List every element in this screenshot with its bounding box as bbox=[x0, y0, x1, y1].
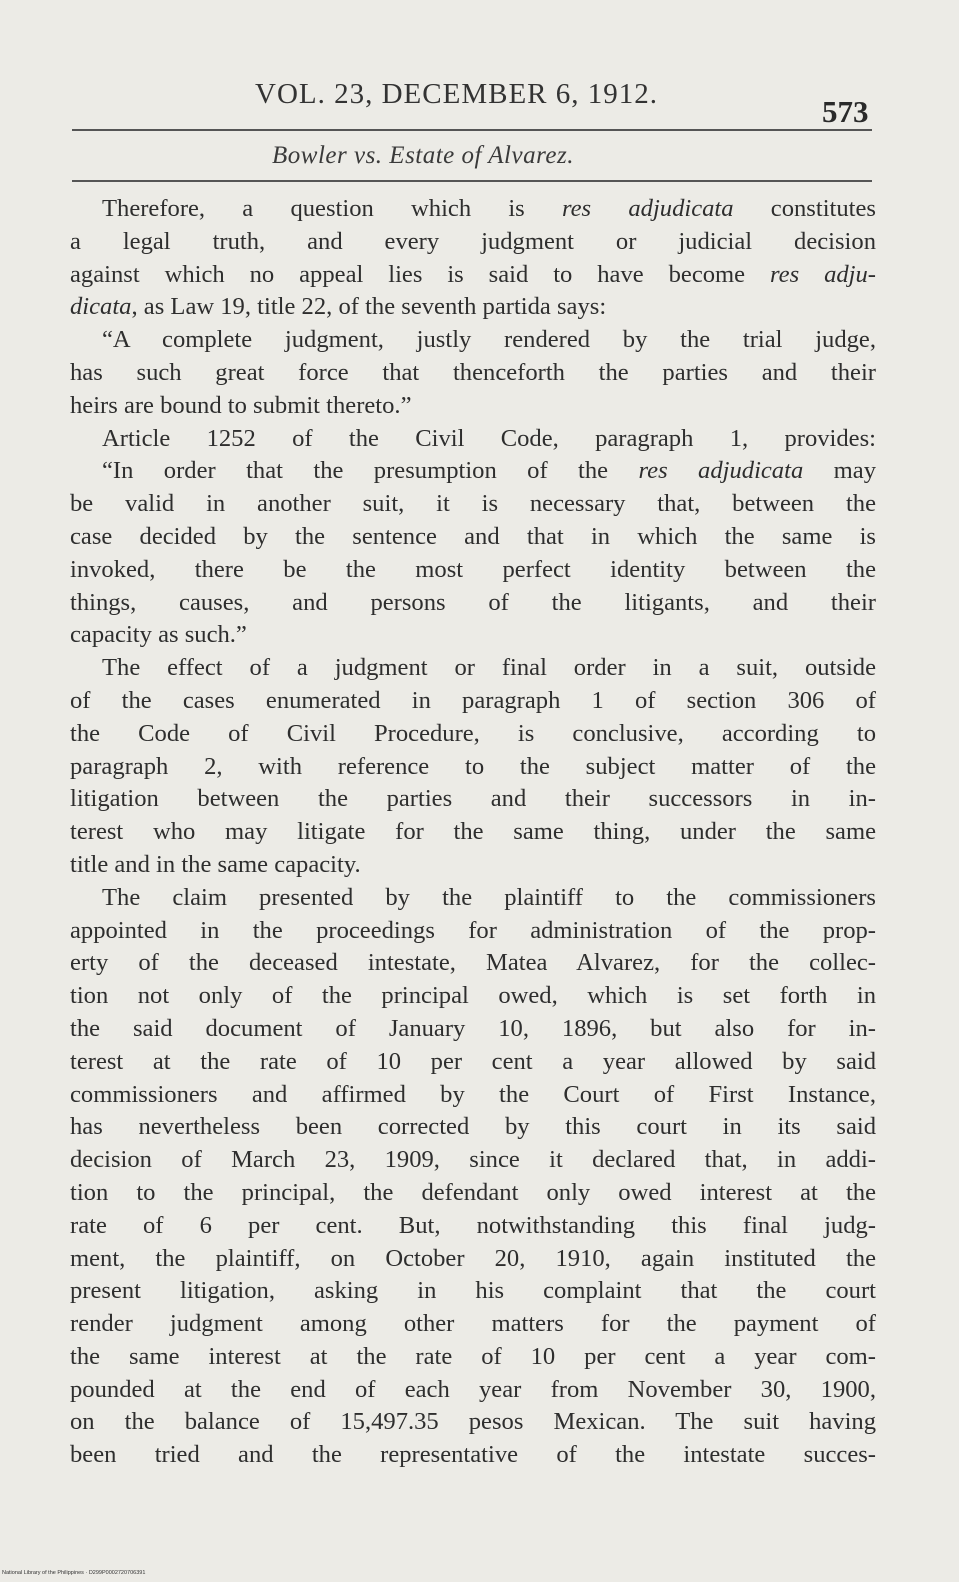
text-line: invoked, there be the most perfect identity between the bbox=[70, 555, 876, 583]
text-line: The effect of a judgment or final order in a suit, outside bbox=[102, 654, 876, 682]
text-line: things, causes, and persons of the litigants, and their bbox=[70, 588, 876, 616]
text-line: of the cases enumerated in paragraph 1 of section 306 of bbox=[70, 686, 876, 714]
text-line: has such great force that thenceforth the parties and their bbox=[70, 358, 876, 386]
header-rule bbox=[72, 129, 872, 131]
text-line: litigation between the parties and their successors in in- bbox=[70, 785, 876, 813]
text-line: capacity as such.” bbox=[70, 621, 247, 649]
text-line: on the balance of 15,497.35 pesos Mexican. The suit having bbox=[70, 1408, 876, 1436]
text-line: has nevertheless been corrected by this court in its said bbox=[70, 1113, 876, 1141]
body-text bbox=[70, 193, 876, 1472]
text-line: appointed in the proceedings for administration of the prop- bbox=[70, 916, 876, 944]
text-line: ment, the plaintiff, on October 20, 1910, again instituted the bbox=[70, 1244, 876, 1272]
text-line: a legal truth, and every judgment or judicial decision bbox=[70, 227, 876, 255]
text-line: the same interest at the rate of 10 per cent a year com- bbox=[70, 1342, 876, 1370]
text-line: be valid in another suit, it is necessary that, between the bbox=[70, 490, 876, 518]
text-line: the Code of Civil Procedure, is conclusive, according to bbox=[70, 719, 876, 747]
text-line: terest at the rate of 10 per cent a year allowed by said bbox=[70, 1047, 876, 1075]
text-line: paragraph 2, with reference to the subject matter of the bbox=[70, 752, 876, 780]
text-line: Article 1252 of the Civil Code, paragraph 1, provides: bbox=[102, 424, 876, 452]
text-line: case decided by the sentence and that in which the same is bbox=[70, 522, 876, 550]
running-header-title: VOL. 23, DECEMBER 6, 1912. bbox=[255, 78, 658, 110]
text-line: the said document of January 10, 1896, but also for in- bbox=[70, 1014, 876, 1042]
case-caption: Bowler vs. Estate of Alvarez. bbox=[272, 142, 574, 169]
text-line: “In order that the presumption of the res adjudicata may bbox=[102, 457, 876, 485]
page-number: 573 bbox=[822, 94, 869, 129]
text-line: tion to the principal, the defendant only owed interest at the bbox=[70, 1178, 876, 1206]
text-line: Therefore, a question which is res adjudicata constitutes bbox=[102, 195, 876, 222]
text-line: tion not only of the principal owed, which is set forth in bbox=[70, 982, 876, 1010]
text-line: decision of March 23, 1909, since it declared that, in addi- bbox=[70, 1146, 876, 1174]
library-credit: National Library of the Philippines · D299P0002720706391 bbox=[2, 1570, 146, 1576]
text-line: render judgment among other matters for the payment of bbox=[70, 1310, 876, 1338]
text-line: against which no appeal lies is said to have become res adju- bbox=[70, 260, 877, 288]
text-line: been tried and the representative of the intestate succes- bbox=[70, 1441, 876, 1469]
text-line: terest who may litigate for the same thing, under the same bbox=[70, 818, 876, 846]
text-line: rate of 6 per cent. But, notwithstanding this final judg- bbox=[70, 1211, 876, 1239]
text-line: present litigation, asking in his complaint that the court bbox=[70, 1277, 876, 1305]
caption-rule bbox=[72, 180, 872, 182]
text-line: The claim presented by the plaintiff to the commissioners bbox=[102, 883, 876, 911]
text-line: dicata, as Law 19, title 22, of the seventh partida says: bbox=[70, 293, 607, 321]
text-line: commissioners and affirmed by the Court of First Instance, bbox=[70, 1080, 876, 1108]
text-line: pounded at the end of each year from November 30, 1900, bbox=[70, 1375, 876, 1403]
text-line: erty of the deceased intestate, Matea Alvarez, for the collec- bbox=[70, 949, 876, 977]
text-line: title and in the same capacity. bbox=[70, 850, 361, 878]
text-line: “A complete judgment, justly rendered by the trial judge, bbox=[102, 326, 876, 354]
text-line: heirs are bound to submit thereto.” bbox=[70, 391, 412, 419]
